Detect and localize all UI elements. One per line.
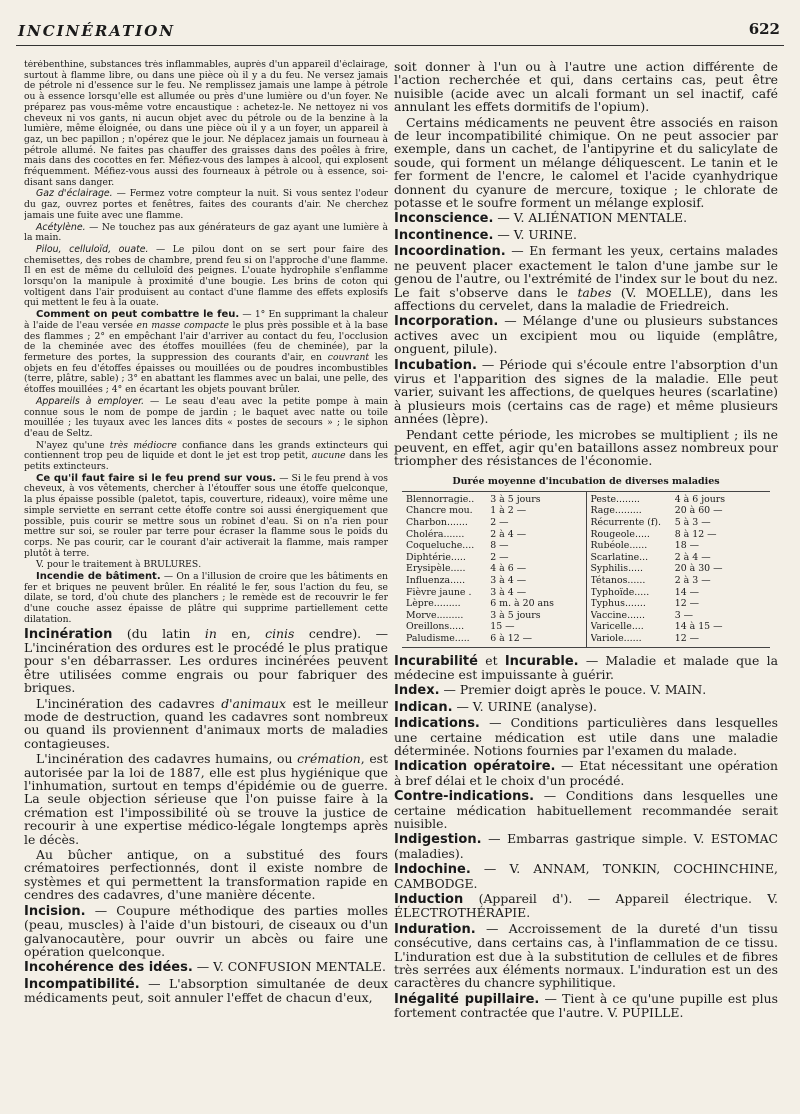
- incubation-duration: 2 à 4 —: [490, 528, 527, 540]
- text-run: — V.: [493, 210, 529, 226]
- disease-name: Varicelle....: [590, 621, 644, 633]
- paragraph: [24, 223, 388, 244]
- paragraph: [394, 922, 778, 990]
- table-row: [591, 610, 767, 622]
- entry-headword: Inconscience.: [394, 211, 494, 227]
- paragraph: [24, 572, 388, 626]
- table-row: [591, 633, 767, 645]
- text-run: en,: [216, 625, 266, 641]
- right-column: [394, 60, 778, 1100]
- cross-reference: CONFUSION MENTALE: [227, 959, 382, 975]
- table-row: [406, 494, 582, 506]
- entry-headword: Contre-indications.: [394, 789, 535, 805]
- text-run: — L'absorption simultanée de deux médicaments peut, soit annuler l'effet de chacun d'eux,: [24, 975, 388, 1006]
- entry-headword: Incurabilité: [394, 653, 478, 669]
- cross-reference: MAIN: [664, 682, 703, 698]
- table-row: [591, 529, 767, 541]
- disease-name: Peste........: [590, 493, 640, 505]
- disease-name: Blennorragie..: [406, 493, 475, 505]
- text-run: — Ne touchez pas aux générateurs de gaz ayant une lumière à la main.: [24, 221, 388, 244]
- incubation-duration: 18 —: [674, 540, 700, 552]
- incubation-duration: 15 —: [490, 621, 515, 633]
- text-run: — Fermez votre compteur la nuit. Si vous sentez l'odeur du gaz, ouvrez portes et fenêtres, faites des courants d'air. Ne cherchez jamais une fuite avec une flamme.: [24, 188, 388, 221]
- paragraph: [24, 960, 388, 974]
- paragraph: [24, 752, 388, 846]
- text-run: .: [679, 1005, 684, 1021]
- text-run: (du latin: [112, 625, 205, 641]
- disease-name: Tétanos......: [590, 574, 646, 586]
- paragraph: [24, 310, 388, 396]
- paragraph: [394, 228, 778, 242]
- text-run: Pendant cette période, les microbes se multiplient ; ils ne peuvent, en effet, agir qu'en bataillons assez nombreux pour triompher des résistances de l'économie.: [394, 426, 778, 469]
- cross-reference: ÉLECTROTHÉRAPIE: [394, 905, 527, 921]
- disease-name: Typhoïde.....: [590, 586, 650, 598]
- incubation-duration: 4 à 6 jours: [674, 493, 726, 505]
- cross-reference: URINE: [487, 698, 533, 714]
- paragraph: [394, 700, 778, 714]
- disease-name: Syphilis.....: [590, 563, 643, 575]
- text-run: — V.: [192, 959, 228, 975]
- paragraph: [24, 189, 388, 221]
- table-row: [406, 598, 582, 610]
- running-header-title: INCINÉRATION: [18, 22, 176, 40]
- table-column-left: [402, 492, 586, 647]
- text-run: — Premier doigt après le pouce. V.: [439, 682, 665, 698]
- table-row: [406, 563, 582, 575]
- incubation-duration: 12 —: [674, 632, 700, 644]
- table-row: [591, 587, 767, 599]
- disease-name: Rougeole.....: [590, 528, 650, 540]
- text-run: — Maladie et malade que la médecine est impuissante à guérir.: [394, 652, 778, 682]
- entry-headword: Incompatibilité.: [24, 976, 140, 992]
- left-column: [24, 60, 388, 1100]
- entry-headword: Comment on peut combattre le feu.: [36, 309, 240, 321]
- text-run: — Si le feu prend à vos cheveux, à vos vêtements, chercher à l'étouffer sous une étoffe quelconque, la plus épaisse possible (paletot, tapis, couverture, rideaux), voire même une simple serviette en serrant cette étoffe contre soi aussi énergiquement que possible, puis courir se mettre sous un robinet d'eau. Si on n'a rien pour mettre sur soi, se rouler par terre pour écraser la flamme sous le poids du corps. Ne pas courir, car le courant d'air activerait la flamme, mais ramper plutôt à terre.: [24, 472, 388, 559]
- text-run: dans les petits extincteurs.: [24, 450, 388, 473]
- text-run: .: [198, 559, 202, 571]
- entry-headword: Appareils à employer.: [36, 395, 145, 407]
- text-run: couvrant: [327, 351, 370, 363]
- paragraph: [394, 116, 778, 210]
- text-run: in: [204, 625, 217, 641]
- table-row: [591, 598, 767, 610]
- paragraph: [24, 245, 388, 309]
- entry-headword: Incubation.: [394, 357, 477, 373]
- text-run: — V.: [452, 698, 488, 714]
- paragraph: [24, 60, 388, 188]
- entry-headword: Incoordination.: [394, 244, 506, 260]
- disease-name: Influenza.....: [406, 574, 466, 586]
- text-run: cinis: [265, 625, 295, 641]
- table-row: [406, 505, 582, 517]
- text-run: térébenthine, substances très inflammables, auprès d'un appareil d'éclairage, surtout à flamme libre, ou dans une pièce où il y a du feu. Ne versez jamais de pétrole ni d'essence sur le feu. Ne remplissez jamais une lampe à pétrole ou à essence lorsqu'elle est allumée ou près d'une lumière ou d'un foyer. Ne préparez pas vous-même votre encaustique : achetez-le. Ne nettoyez ni vos cheveux ni vos gants, ni aucun objet avec du pétrole ou de la benzine à la lumière, même éloignée, ou dans une pièce où il y a un foyer, un appareil à gaz, un bec papillon ; n'opérez que le jour. Ne déplacez jamais un fourneau à pétrole allumé. Ne faites pas chauffer des graisses dans des poêles à frire, mais dans des cocottes en fer. Méfiez-vous des lampes à alcool, qui explosent fréquemment. Méfiez-vous aussi des fourneaux à pétrole ou à essence, soi-disant sans danger.: [24, 60, 388, 188]
- text-run: confiance dans les grands extincteurs qui contiennent trop peu de liquide et dont le jet est trop petit,: [24, 439, 388, 462]
- paragraph: [24, 977, 388, 1005]
- cross-reference: ALIÉNATION MENTALE: [528, 210, 684, 226]
- incubation-duration: 3 à 5 jours: [490, 493, 541, 505]
- disease-name: Typhus.......: [590, 598, 646, 610]
- entry-headword: Indican.: [394, 699, 453, 715]
- entry-headword: Ce qu'il faut faire si le feu prend sur vous.: [36, 472, 277, 484]
- table-title: Durée moyenne d'incubation de diverses maladies: [452, 475, 720, 487]
- text-run: N'ayez qu'une: [36, 439, 110, 451]
- entry-headword: Acétylène.: [36, 221, 86, 233]
- entry-headword: Pilou, celluloïd, ouate.: [36, 243, 149, 255]
- incubation-duration: 6 m. à 20 ans: [490, 598, 554, 610]
- text-run: — V.: [470, 861, 534, 877]
- cross-reference: URINE: [528, 226, 573, 242]
- disease-name: Lèpre.........: [406, 598, 461, 610]
- paragraph: [24, 904, 388, 959]
- disease-name: Oreillons.....: [406, 621, 465, 633]
- disease-name: Vaccine......: [590, 609, 645, 621]
- disease-name: Scarlatine...: [590, 551, 649, 563]
- table-row: [591, 505, 767, 517]
- incubation-duration: 12 —: [674, 598, 700, 610]
- table-row: [591, 517, 767, 529]
- paragraph: [24, 848, 388, 902]
- paragraph: [394, 683, 778, 697]
- incubation-duration: 6 à 12 —: [490, 632, 533, 644]
- text-run: aucune: [311, 450, 346, 462]
- text-run: crémation: [297, 751, 361, 767]
- disease-name: Coqueluche....: [406, 540, 475, 552]
- table-row: [591, 494, 767, 506]
- entry-headword: Incorporation.: [394, 314, 499, 330]
- table-row: [406, 552, 582, 564]
- text-run: — Coupure méthodique des parties molles (peau, muscles) à l'aide d'un bistouri, de ciseaux ou d'un galvanocautère, pour ouvrir un abcès ou faire une opération quelconque.: [24, 902, 388, 959]
- incubation-duration: 20 à 60 —: [674, 505, 723, 517]
- text-run: — Tient à ce qu'une pupille est plus fortement contractée que l'autre. V.: [394, 990, 778, 1021]
- paragraph: [394, 862, 778, 890]
- text-run: ), dans les affections du cervelet, dans la maladie de Friedreich.: [394, 284, 778, 313]
- disease-name: Charbon.......: [406, 516, 468, 528]
- disease-name: Rubéole......: [590, 540, 648, 552]
- incubation-duration: 5 à 3 —: [674, 516, 711, 528]
- disease-name: Morve.........: [406, 609, 464, 621]
- incubation-duration: 2 à 3 —: [674, 574, 711, 586]
- entry-headword: Incontinence.: [394, 227, 494, 243]
- cross-reference: ESTOMAC: [710, 831, 778, 847]
- incubation-duration: 4 à 6 —: [490, 563, 527, 575]
- text-run: — V.: [493, 226, 529, 242]
- text-run: — Embarras gastrique simple. V.: [481, 831, 711, 847]
- incubation-duration: 8 —: [490, 540, 509, 552]
- entry-headword: Indigestion.: [394, 832, 482, 848]
- incubation-duration: 3 à 5 jours: [490, 609, 541, 621]
- paragraph: [394, 244, 778, 312]
- incubation-duration: 14 —: [674, 586, 700, 598]
- text-run: L'incinération des cadavres: [36, 695, 222, 711]
- entry-headword: Indications.: [394, 716, 480, 732]
- text-run: — Etat nécessitant une opération à bref délai et le choix d'un procédé.: [394, 758, 778, 788]
- incubation-duration: 2 —: [490, 516, 509, 528]
- disease-name: Récurrente (f).: [590, 516, 662, 528]
- text-run: d'animaux: [221, 695, 286, 711]
- disease-name: Variole......: [590, 632, 642, 644]
- cross-reference: PUPILLE: [622, 1005, 680, 1021]
- text-run: est le meilleur mode de destruction, quand les cadavres sont nombreux ou quand ils proviennent d'animaux morts de maladies contagieuses.: [24, 695, 388, 751]
- paragraph: [24, 441, 388, 473]
- text-run: — Le pilou dont on se sert pour faire des chemisettes, des robes de chambre, prend feu si on l'approche d'une flamme. Il en est de même du celluloïd des peignes. L'ouate hydrophile s'enflamme lorsqu'on la manipule à proximité d'une bougie. Les brins de coton qui voltigent dans l'air produisent au contact d'une flamme des effets explosifs qui mettent le feu à la ouate.: [24, 243, 388, 309]
- incubation-duration: 8 à 12 —: [674, 528, 717, 540]
- entry-headword: Gaz d'éclairage.: [36, 188, 113, 200]
- text-run: (analyse).: [532, 698, 597, 714]
- table-row: [406, 633, 582, 645]
- text-run: — Accroissement de la dureté d'un tissu consécutive, dans certains cas, à l'inflammation de ce tissu. L'induration est due à la substitution de cellules et de fibres très serrées aux éléments normaux. L'induration est un des caractères du chancre syphilitique.: [394, 920, 778, 991]
- incubation-duration: 2 —: [490, 551, 509, 563]
- table-column-right: [586, 492, 771, 647]
- paragraph: [394, 211, 778, 225]
- text-run: très médiocre: [109, 439, 177, 451]
- cross-reference: MOELLE: [645, 284, 704, 300]
- text-run: L'incinération des cadavres humains, ou: [36, 751, 298, 767]
- incubation-duration: 14 à 15 —: [674, 621, 723, 633]
- table-row: [406, 587, 582, 599]
- text-run: en masse compacte: [136, 319, 229, 331]
- entry-headword: Indochine.: [394, 862, 471, 878]
- table-row: [591, 552, 767, 564]
- text-run: (maladies).: [394, 845, 464, 861]
- text-run: — 1° En supprimant la chaleur à l'aide de l'eau versée: [24, 309, 388, 331]
- entry-headword: Index.: [394, 683, 440, 699]
- disease-name: Diphtérie.....: [406, 551, 466, 563]
- paragraph: [394, 428, 778, 468]
- entry-headword: Incohérence des idées.: [24, 960, 193, 976]
- paragraph: [394, 892, 778, 920]
- incubation-duration: 20 à 30 —: [674, 563, 723, 575]
- text-run: les objets en feu d'étoffes épaisses ou mouillées ou de poudres incombustibles (terre, plâtre, sable) ; 3° en abattant les flammes avec un balai, une pelle, des étoffes mouillées ; 4° en écartant les objets pouvant brûler.: [24, 351, 388, 396]
- paragraph: [394, 759, 778, 787]
- entry-headword: Induction: [394, 892, 464, 907]
- paragraph: [24, 397, 388, 440]
- text-run: tabes: [577, 284, 612, 300]
- page-number: 622: [748, 20, 780, 38]
- incubation-duration: 3 —: [674, 609, 694, 621]
- incubation-duration: 3 à 4 —: [490, 586, 527, 598]
- text-run: .: [526, 905, 531, 921]
- text-run: — Période qui s'écoule entre l'absorption d'un virus et l'apparition des signes de la maladie. Elle peut varier, suivant les affections, de quelques heures (scarlatine) à plusieurs mois (certains cas de rage) et même plusieurs années (lèpre).: [394, 356, 778, 427]
- paragraph: [394, 358, 778, 426]
- paragraph: [394, 654, 778, 682]
- paragraph: [394, 716, 778, 757]
- header-rule: [16, 45, 784, 46]
- paragraph: [394, 832, 778, 860]
- paragraph: [24, 560, 388, 571]
- paragraph: [394, 60, 778, 114]
- paragraph: [24, 474, 388, 560]
- disease-name: Rage.........: [590, 505, 642, 517]
- table-row: [591, 621, 767, 633]
- text-run: cendre). — L'incinération des ordures est le procédé le plus pratique pour s'en débarrasser. Les ordures incinérées peuvent être utilisées comme engrais ou pour fabriquer des briques.: [24, 625, 388, 696]
- text-run: et: [477, 652, 505, 668]
- text-run: .: [702, 682, 707, 698]
- text-run: Certains médicaments ne peuvent être associés en raison de leur incompatibilité chimique. On ne peut associer par exemple, dans un cachet, de l'antipyrine et du salicylate de soude, qui forment un mélange déliquescent. Le tanin et le fer forment de l'encre, le calomel et l'acide cyanhydrique donnent du cyanure de mercure, toxique ; le chlorate de potasse et le soufre forment un mélange explosif.: [394, 114, 778, 211]
- cross-reference: ANNAM, TONKIN, COCHINCHINE, CAMBODGE: [394, 861, 778, 891]
- text-run: soit donner à l'un ou à l'autre une action différente de l'action recherchée et qui, dans certains cas, peut être nuisible (acide avec un alcali formant un sel inactif, café annulant les effets dormitifs de l'opium).: [394, 60, 778, 115]
- table-row: [406, 517, 582, 529]
- table-row: [591, 575, 767, 587]
- paragraph: [24, 697, 388, 751]
- incubation-table: [402, 491, 770, 648]
- table-row: [406, 621, 582, 633]
- incubation-duration: 1 à 2 —: [490, 505, 527, 517]
- text-run: .: [572, 226, 577, 242]
- text-run: , est autorisée par la loi de 1887, elle est plus hygiénique que l'inhumation, surtout en temps d'épidémie ou de guerre. La seule objection sérieuse que l'on puisse faire à la crémation est l'impossibilité où se trouve la justice de recourir à une expertise médico-légale longtemps après le décès.: [24, 751, 388, 847]
- text-run: — Conditions dans lesquelles une certaine médication habituellement recommandée serait nuisible.: [394, 788, 778, 831]
- text-run: — On a l'illusion de croire que les bâtiments en fer et briques ne peuvent brûler. En réalité le fer, sous l'action du feu, se dilate, se tord, d'où chute des planchers ; le remède est de recouvrir le fer d'une couche assez épaisse de plâtre qui supprime partiellement cette dilatation.: [24, 571, 388, 625]
- text-run: Au bûcher antique, on a substitué des fours crématoires perfectionnés, dont il existe nombre de systèmes et qui permettent la transformation rapide en cendres des cadavres, d'une manière décente.: [24, 847, 388, 903]
- table-row: [591, 563, 767, 575]
- paragraph: [394, 789, 778, 830]
- table-row: [406, 529, 582, 541]
- entry-headword: Incurable.: [504, 653, 579, 669]
- text-run: .: [683, 210, 688, 226]
- disease-name: Choléra.......: [406, 528, 465, 540]
- table-row: [406, 610, 582, 622]
- text-run: — Mélange d'une ou plusieurs substances actives avec un excipient mou ou liquide (emplâtre, onguent, pilule).: [394, 313, 778, 357]
- text-run: .: [381, 959, 386, 975]
- table-row: [406, 540, 582, 552]
- text-run: (V.: [611, 284, 646, 300]
- text-run: (Appareil d'). — Appareil électrique. V.: [463, 891, 778, 906]
- text-run: — Conditions particulières dans lesquelles une certaine médication est utile dans une maladie déterminée. Notions fournies par l'examen du malade.: [394, 715, 778, 758]
- text-run: — Le seau d'eau avec la petite pompe à main connue sous le nom de pompe de jardin ; le baquet avec natte ou toile mouillée ; les tuyaux avec les lances dits « postes de secours » ; le siphon d'eau de Seltz.: [24, 395, 388, 439]
- entry-headword: Incinération: [24, 626, 113, 642]
- incubation-duration: 3 à 4 —: [490, 574, 527, 586]
- entry-headword: Incendie de bâtiment.: [36, 571, 161, 583]
- text-run: .: [473, 875, 478, 891]
- disease-name: Fièvre jaune .: [406, 586, 472, 598]
- text-run: V. pour le traitement à: [36, 559, 144, 571]
- text-run: le plus près possible et à la base des flammes ; 2° en empêchant l'air d'arriver au contact du feu, l'occlusion de la cheminée avec des étoffes mouillées (feu de cheminée), par la fermeture des portes, la suppression des courants d'air, en: [24, 319, 388, 363]
- entry-headword: Incision.: [24, 903, 86, 919]
- table-row: [591, 540, 767, 552]
- incubation-duration: 2 à 4 —: [674, 551, 711, 563]
- text-run: — En fermant les yeux, certains malades ne peuvent placer exactement le talon d'une jambe sur le genou de l'autre, ou l'extrémité de l'index sur le bout du nez. Le fait s'observe dans le: [394, 243, 778, 300]
- disease-name: Chancre mou.: [406, 505, 473, 517]
- entry-headword: Inégalité pupillaire.: [394, 991, 540, 1007]
- table-row: [406, 575, 582, 587]
- paragraph: [394, 314, 778, 355]
- paragraph: [394, 992, 778, 1020]
- paragraph: [24, 627, 388, 695]
- entry-headword: Indication opératoire.: [394, 759, 556, 775]
- disease-name: Erysipèle.....: [406, 563, 466, 575]
- cross-reference: BRULURES: [143, 559, 199, 571]
- entry-headword: Induration.: [394, 921, 476, 937]
- disease-name: Paludisme.....: [406, 632, 470, 644]
